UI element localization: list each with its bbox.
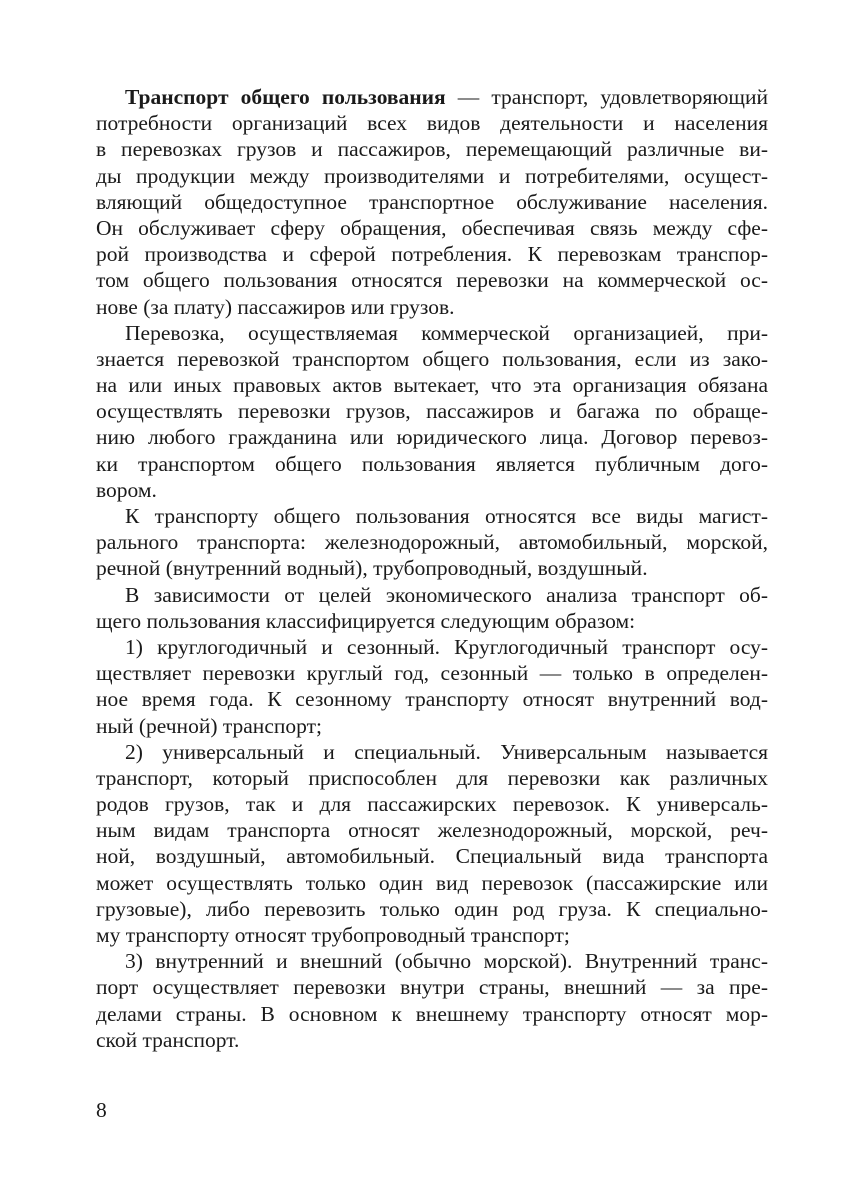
- text-line: Он обслуживает сферу обращения, обеспечивая связь между сфе-: [96, 215, 768, 240]
- text-line: потребности организаций всех видов деятельности и населения: [96, 111, 768, 136]
- text-line: знается перевозкой транспортом общего пользования, если из зако-: [96, 346, 768, 371]
- text-line: ществляет перевозки круглый год, сезонный — только в определен-: [96, 661, 768, 686]
- paragraph: [96, 634, 768, 739]
- text-line: нию любого гражданина или юридического лица. Договор перевоз-: [96, 425, 768, 450]
- text-line: му транспорту относят трубопроводный транспорт;: [96, 923, 570, 947]
- text-line: ный (речной) транспорт;: [96, 713, 322, 738]
- text-line: [96, 84, 768, 110]
- document-body: [96, 84, 768, 1053]
- text-line: ное время года. К сезонному транспорту относят внутренний вод-: [96, 687, 768, 712]
- text-line: речной (внутренний водный), трубопроводный, воздушный.: [96, 556, 648, 581]
- defined-term: Транспорт общего пользования: [125, 85, 446, 109]
- paragraph: [96, 948, 768, 1053]
- text-line: в перевозках грузов и пассажиров, перемещающий различные ви-: [96, 137, 768, 162]
- term-definition: — транспорт, удовлетворяющий: [445, 85, 768, 109]
- paragraph: [96, 503, 768, 582]
- paragraph: [96, 739, 768, 949]
- text-line: 3) внутренний и внешний (обычно морской). Внутренний транс-: [125, 949, 768, 974]
- text-line: ным видам транспорта относят железнодорожный, морской, реч-: [96, 818, 768, 843]
- paragraph: [96, 320, 768, 503]
- text-line: Перевозка, осуществляемая коммерческой организацией, при-: [125, 320, 768, 345]
- text-line: грузовые), либо перевозить только один род груза. К специально-: [96, 896, 768, 921]
- text-line: вором.: [96, 477, 157, 502]
- text-line: делами страны. В основном к внешнему транспорту относят мор-: [96, 1001, 768, 1026]
- text-line: ской транспорт.: [96, 1027, 240, 1052]
- text-line: родов грузов, так и для пассажирских перевозок. К универсаль-: [96, 792, 768, 817]
- text-line: В зависимости от целей экономического анализа транспорт об-: [125, 582, 768, 607]
- text-line: К транспорту общего пользования относятся все виды магист-: [125, 504, 768, 528]
- text-line: ной, воздушный, автомобильный. Специальный вида транспорта: [96, 844, 768, 869]
- text-line: ки транспортом общего пользования является публичным дого-: [96, 451, 768, 476]
- paragraph: [96, 582, 768, 634]
- text-line: щего пользования классифицируется следующим образом:: [96, 608, 636, 633]
- text-line: нове (за плату) пассажиров или грузов.: [96, 294, 455, 319]
- text-line: может осуществлять только один вид перевозок (пассажирские или: [96, 870, 768, 895]
- text-line: вляющий общедоступное транспортное обслуживание населения.: [96, 189, 768, 214]
- paragraph: [96, 84, 768, 320]
- page-number: 8: [96, 1098, 107, 1122]
- text-line: на или иных правовых актов вытекает, что эта организация обязана: [96, 373, 768, 398]
- text-line: том общего пользования относятся перевозки на коммерческой ос-: [96, 268, 768, 293]
- text-line: порт осуществляет перевозки внутри страны, внешний — за пре-: [96, 975, 768, 1000]
- text-line: рой производства и сферой потребления. К перевозкам транспор-: [96, 242, 768, 267]
- text-line: 2) универсальный и специальный. Универсальным называется: [125, 739, 768, 764]
- text-line: осуществлять перевозки грузов, пассажиров и багажа по обраще-: [96, 399, 768, 424]
- text-line: рального транспорта: железнодорожный, автомобильный, морской,: [96, 530, 768, 555]
- text-line: транспорт, который приспособлен для перевозки как различных: [96, 765, 768, 790]
- text-line: ды продукции между производителями и потребителями, осущест-: [96, 163, 768, 188]
- text-line: 1) круглогодичный и сезонный. Круглогодичный транспорт осу-: [125, 634, 768, 659]
